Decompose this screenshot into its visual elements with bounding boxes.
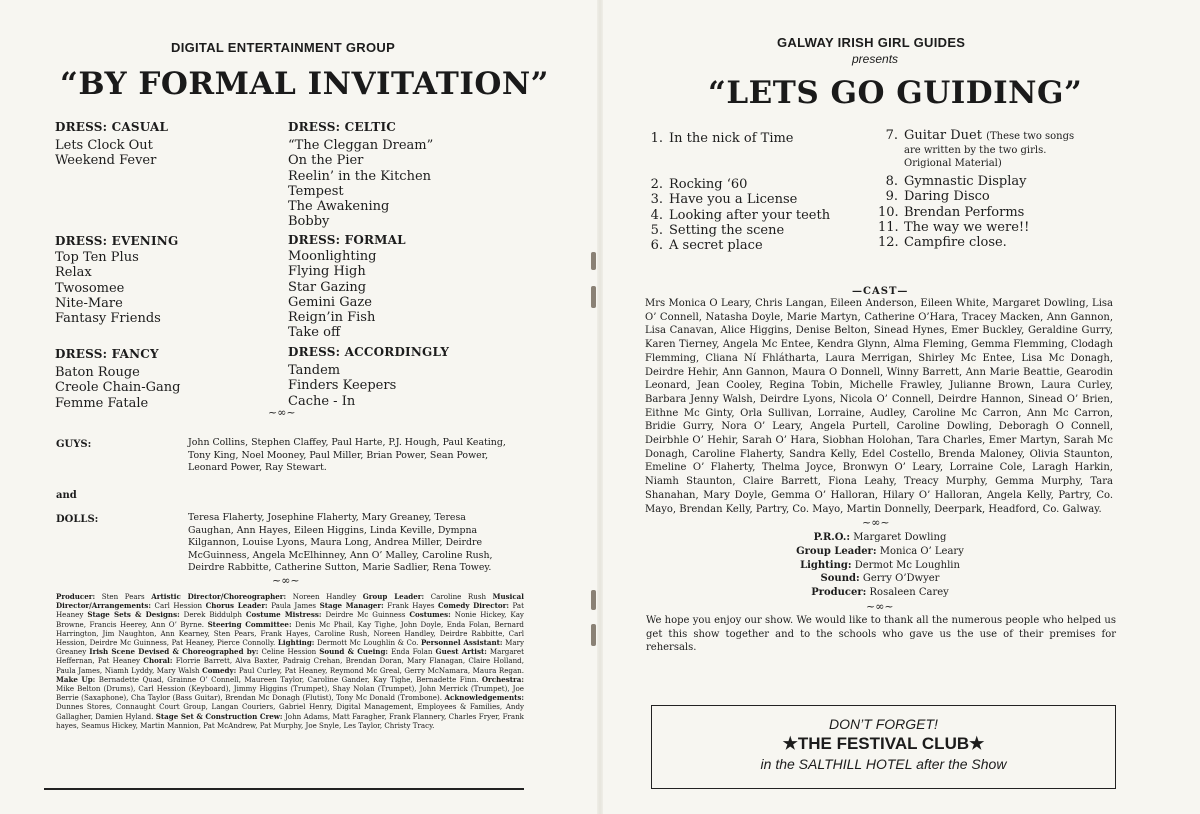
- credit-role: Producer:: [56, 592, 96, 601]
- item: Flying High: [288, 264, 366, 280]
- item: Finders Keepers: [288, 378, 397, 394]
- crew-role: Producer:: [811, 587, 867, 599]
- credit-names: Margaret Heffernan, Pat Heaney: [56, 647, 524, 666]
- item: Star Gazing: [288, 279, 367, 295]
- production-credits: [56, 592, 524, 730]
- dress-heading: DRESS: ACCORDINGLY: [288, 345, 450, 359]
- credit-names: Deirdre Mc Guinness: [325, 610, 406, 620]
- dress-items: [55, 250, 178, 326]
- crew-name: Rosaleen Carey: [869, 587, 949, 599]
- item-number: 10.: [878, 204, 899, 220]
- dress-fancy-section: [55, 347, 181, 411]
- programme-list-left: [645, 131, 794, 146]
- item-number: 1.: [650, 131, 663, 146]
- swirl-divider: ~∞~: [866, 600, 894, 613]
- item-number: 12.: [878, 235, 899, 251]
- credit-role: Personnel Assistant:: [420, 638, 503, 648]
- item: Weekend Fever: [55, 153, 157, 169]
- crew-line: [700, 586, 1060, 600]
- item: Top Ten Plus: [55, 250, 139, 265]
- crew-name: Dermot Mc Loughlin: [854, 559, 960, 571]
- credit-names: Florrie Barrett, Alva Baxter, Padraig Crehan, Brendan Doran, Mary Flanagan, Claire Holland, Paula James, Niamh Lyddy, Mary Walsh: [56, 656, 524, 675]
- item-number: 2.: [650, 177, 663, 192]
- credit-role: Irish Scene Devised & Choreographed by:: [89, 647, 259, 657]
- credit-names: Carl Hession: [154, 601, 203, 611]
- credit-role: Orchestra:: [481, 674, 524, 684]
- credit-role: Acknowledgements:: [444, 693, 524, 703]
- dolls-label: DOLLS:: [56, 514, 99, 525]
- crew-role: Lighting:: [800, 559, 852, 571]
- dolls-names: Teresa Flaherty, Josephine Flaherty, Mary Greaney, Teresa Gaughan, Ann Hayes, Eileen Higgins, Linda Keville, Dympna Kilgannon, Louise Lyons, Maura Long, Andrea Miller, Deirdre McGuinness, Angela McElhinney, Ann O’ Malley, Caroline Rush, Deirdre Rabbitte, Catherine Sutton, Marie Sadlier, Rena Towey.: [188, 512, 493, 574]
- item: Relax: [55, 265, 92, 281]
- dress-accordingly-section: [288, 345, 449, 409]
- item-note: Origional Material): [904, 158, 1002, 170]
- item-title: A secret place: [669, 238, 763, 254]
- credit-role: Make Up:: [56, 674, 96, 684]
- dress-celtic-section: [288, 120, 433, 230]
- programme-item: [878, 205, 1029, 220]
- credit-names: Mary Greaney: [56, 638, 524, 657]
- item: Lets Clock Out: [55, 138, 153, 153]
- item-title: Have you a License: [669, 192, 798, 208]
- credit-role: Sound & Cueing:: [319, 647, 389, 657]
- item: Take off: [288, 325, 341, 341]
- credit-role: Stage Set & Construction Crew:: [155, 711, 283, 721]
- credit-role: Comedy:: [202, 665, 237, 675]
- programme-item: [645, 223, 830, 238]
- swirl-divider: ~∞~: [268, 406, 296, 419]
- item: Tempest: [288, 183, 344, 199]
- item-title: Setting the scene: [669, 222, 785, 238]
- programme-item: [645, 192, 830, 207]
- credit-role: Stage Manager:: [319, 601, 384, 611]
- item: Moonlighting: [288, 249, 377, 264]
- item-title: Rocking ‘60: [669, 177, 748, 192]
- swirl-divider: ~∞~: [862, 516, 890, 529]
- credit-names: Paul Curley, Pat Heaney, Reymond Mc Greal, Gerry McNamara, Maura Regan.: [238, 665, 524, 675]
- item-number: 9.: [885, 189, 898, 205]
- item: The Awakening: [288, 199, 390, 215]
- dress-items: [288, 363, 449, 409]
- item-title: Gymnastic Display: [904, 174, 1027, 189]
- credit-role: Costume Mistress:: [245, 610, 322, 620]
- guys-names: John Collins, Stephen Claffey, Paul Harte, P.J. Hough, Paul Keating, Tony King, Noel Mooney, Paul Miller, Brian Power, Sean Power, Leonard Power, Ray Stewart.: [188, 437, 506, 474]
- staple-mark: [591, 286, 596, 308]
- crew-list: [700, 531, 1060, 600]
- item: Reign’in Fish: [288, 310, 376, 326]
- credit-names: Derek Biddulph: [183, 610, 242, 620]
- credit-role: Lighting:: [277, 638, 315, 648]
- star-icon: ★: [969, 734, 985, 753]
- programme-list-right: [878, 174, 1029, 250]
- crew-line: [700, 545, 1060, 559]
- credit-names: Nonie Hickey, Kay Browne, Francis Heerey, Ann O’ Byrne.: [56, 610, 524, 629]
- credit-role: Artistic Director/Choreographer:: [151, 592, 287, 601]
- item: Nite-Mare: [55, 295, 123, 311]
- item-title: In the nick of Time: [669, 131, 794, 146]
- crew-line: [700, 572, 1060, 586]
- dress-formal-section: [288, 233, 406, 341]
- credit-role: Costumes:: [409, 610, 451, 620]
- festival-reminder: DON’T FORGET!: [829, 716, 938, 732]
- credit-names: Pat Heaney: [56, 601, 524, 620]
- credit-role: Group Leader:: [362, 592, 425, 601]
- credit-names: Enda Folan: [391, 647, 433, 657]
- item: Tandem: [288, 363, 341, 378]
- dress-heading: DRESS: EVENING: [55, 234, 179, 248]
- credit-names: Celine Hession: [261, 647, 317, 657]
- staple-mark: [591, 624, 596, 646]
- star-icon: ★: [782, 734, 798, 753]
- cast-heading: —CAST—: [852, 286, 909, 297]
- dress-evening-section: [55, 234, 178, 326]
- programme-item-7: [878, 128, 1074, 170]
- festival-club-box: [651, 705, 1116, 789]
- dress-items: [55, 365, 181, 411]
- item-title: Looking after your teeth: [669, 207, 831, 223]
- credit-names: Denis Mc Phail, Kay Tighe, John Doyle, Enda Folan, Bernard Harrington, Jim Naughton, Ann Kearney, Sten Pears, Frank Hayes, Caroline Rush, Noreen Handley, Deirdre Rabbitte, Carl Hession, Deirdre Mc Guinness, Pat Heaney, Pierce Connolly.: [56, 619, 524, 648]
- item-number: 4.: [650, 207, 663, 223]
- credit-role: Chorus Leader:: [205, 601, 268, 611]
- credit-role: Choral:: [143, 656, 173, 666]
- crew-name: Gerry O’Dwyer: [862, 573, 940, 585]
- crew-role: Sound:: [820, 573, 860, 585]
- item: “The Cleggan Dream”: [288, 138, 434, 153]
- and-label: and: [56, 490, 77, 501]
- crew-name: Margaret Dowling: [853, 532, 947, 543]
- item: Reelin’ in the Kitchen: [288, 168, 432, 184]
- thank-you-note: We hope you enjoy our show. We would like to thank all the numerous people who helped us get this show together and to the schools who gave us the use of their premises for rehersals.: [646, 615, 1116, 654]
- festival-title: [652, 734, 1115, 754]
- dress-items: [288, 249, 406, 341]
- programme-item: [878, 235, 1029, 250]
- credit-names: Frank Hayes: [387, 601, 435, 611]
- presents-label: presents: [852, 52, 899, 66]
- crew-name: Monica O’ Leary: [879, 545, 964, 557]
- item: Baton Rouge: [55, 365, 140, 380]
- organisation-name: GALWAY IRISH GIRL GUIDES: [777, 35, 966, 50]
- show-title-left: “BY FORMAL INVITATION”: [60, 66, 550, 102]
- crew-line: [700, 559, 1060, 573]
- item: Twosomee: [55, 280, 125, 296]
- item-title: The way we were!!: [904, 219, 1030, 235]
- item-number: 3.: [650, 192, 663, 208]
- guys-label: GUYS:: [56, 439, 92, 450]
- crew-role: P.R.O.:: [813, 532, 851, 543]
- dress-heading: DRESS: CELTIC: [288, 120, 397, 134]
- dress-heading: DRESS: FORMAL: [288, 233, 406, 247]
- item-title: Guitar Duet: [904, 128, 982, 143]
- credit-role: Comedy Director:: [437, 601, 509, 611]
- item-number: 6.: [650, 238, 663, 254]
- credit-role: Guest Artist:: [435, 647, 487, 657]
- credit-role: Stage Sets & Designs:: [87, 610, 180, 620]
- credit-names: Paula James: [271, 601, 317, 611]
- credit-names: Dunnes Stores, Connaught Court Group, Langan Couriers, Gabriel Henry, Digital Management, Employees & Families, Andy Gallagher, Damien Hyland.: [56, 702, 524, 721]
- dress-casual-section: [55, 120, 168, 169]
- item-number: 11.: [878, 219, 899, 235]
- dress-items: [55, 138, 168, 169]
- programme-item: [645, 238, 830, 253]
- festival-venue: in the SALTHILL HOTEL after the Show: [760, 756, 1007, 772]
- credit-role: Steering Committee:: [207, 619, 292, 629]
- programme-list-left-cont: [645, 177, 830, 253]
- item-number: 8.: [885, 174, 898, 189]
- staple-mark: [591, 252, 596, 270]
- item: Fantasy Friends: [55, 311, 161, 327]
- programme-item: [645, 177, 830, 192]
- item-number: 5.: [650, 222, 663, 238]
- item: Creole Chain-Gang: [55, 380, 181, 396]
- show-title-right: “LETS GO GUIDING”: [708, 75, 1083, 111]
- credit-names: Dermott Mc Loughlin & Co.: [316, 638, 419, 648]
- programme-item: [878, 220, 1029, 235]
- item-note: (These two songs: [986, 131, 1075, 142]
- credit-names: Noreen Handley: [292, 592, 357, 601]
- cast-list: Mrs Monica O Leary, Chris Langan, Eileen Anderson, Eileen White, Margaret Dowling, Lisa O’ Connell, Natasha Doyle, Marie Martyn, Catherine O’Hara, Tracey Macken, Ann Gannon, Lisa Canavan, Alice Higgins, Denise Belton, Sinead Hynes, Emer Buckley, Geraldine Gurry, Karen Tierney, Angela Mc Entee, Kendra Glynn, Alma Fleming, Gemma Flemming, Clodagh Flemming, Cliana Ní Fhlátharta, Laura Merrigan, Shirley Mc Entee, Lisa Mc Donagh, Deirdre Hehir, Ann Gannon, Maura O Donnell, Winny Barrett, Ann Marie Beattie, Gearodin Leonard, Jean Cooley, Regina Tobin, Michelle Frawley, Julianne Brown, Laura Curley, Barbara Jenny Walsh, Deirdre Lyons, Nicola O’ Connell, Deirdre Hannon, Sinead O’ Brien, Eithne Mc Ginty, Orla Sullivan, Lorraine, Audley, Caroline Mc Carron, Ann Mc Carron, Bridie Gurry, Nora O’ Leary, Angela Purtell, Caroline Dowling, Deboragh O Connell, Deirbhle O’ Hehir, Sarah O’ Hara, Siobhan Holohan, Tara Charles, Emer Martyn, Sarah Mc Donagh, Caroline Flaherty, Sandra Kelly, Edel Costello, Brenda Maloney, Olivia Staunton, Emeline O’ Flaherty, Thelma Joyce, Bronwyn O’ Leary, Lorraine Cole, Laragh Harkin, Niamh Staunton, Claire Barrett, Fiona Leahy, Treacy Murphy, Gemma Murphy, Tara Shanahan, Mary Doyle, Gemma O’ Halloran, Hilary O’ Halloran, Angela Kelly, Partry, Co. Mayo, Brendan Kelly, Partry, Co. Mayo, Martin Donnelly, Deerpark, Headford, Co. Galway.: [645, 298, 1113, 515]
- festival-club-name: THE FESTIVAL CLUB: [797, 734, 970, 753]
- swirl-divider: ~∞~: [272, 574, 300, 587]
- item: Gemini Gaze: [288, 294, 372, 310]
- staple-mark: [591, 590, 596, 610]
- dress-heading: DRESS: CASUAL: [55, 120, 169, 134]
- programme-item: [878, 189, 1029, 204]
- credit-names: John Adams, Matt Faragher, Frank Flannery, Charles Fryer, Frank hayes, Seamus Hickey, Martin Mannion, Pat McAndrew, Pat Murphy, Joe Snyle, Les Taylor, Christy Tracy.: [56, 711, 524, 730]
- item: Femme Fatale: [55, 395, 149, 411]
- item-title: Campfire close.: [904, 235, 1007, 251]
- credit-role: Musical Director/Arrangements:: [56, 592, 524, 611]
- item: Bobby: [288, 214, 330, 230]
- credit-names: Mike Belton (Drums), Carl Hession (Keyboard), Jimmy Higgins (Trumpet), Shay Nolan (Trumpet), John Merrick (Trumpet), Joe Berrie (Saxaphone), Cha Taylor (Bass Guitar), Brendan Mc Donagh (Flutist), Tony Mc Donald (Trombone).: [56, 684, 524, 703]
- credit-names: Bernadette Quad, Grainne O’ Connell, Maureen Taylor, Caroline Gander, Kay Tighe, Bernadette Finn.: [98, 674, 479, 684]
- dress-items: [288, 138, 433, 230]
- crew-role: Group Leader:: [796, 545, 877, 557]
- credit-names: Sten Pears: [101, 592, 145, 601]
- item-title: Daring Disco: [904, 189, 990, 205]
- dress-heading: DRESS: FANCY: [55, 347, 159, 361]
- programme-item: [645, 208, 830, 223]
- company-name: DIGITAL ENTERTAINMENT GROUP: [171, 40, 396, 55]
- item-number: 7.: [885, 128, 898, 143]
- item: On the Pier: [288, 153, 364, 169]
- programme-item: [645, 131, 794, 146]
- crew-line: [700, 531, 1060, 545]
- credit-names: Caroline Rush: [430, 592, 487, 601]
- item: Cache - In: [288, 393, 356, 409]
- item-note: are written by the two girls.: [904, 145, 1047, 157]
- bottom-rule: [44, 788, 524, 790]
- item-title: Brendan Performs: [904, 204, 1025, 220]
- programme-item: [878, 174, 1029, 189]
